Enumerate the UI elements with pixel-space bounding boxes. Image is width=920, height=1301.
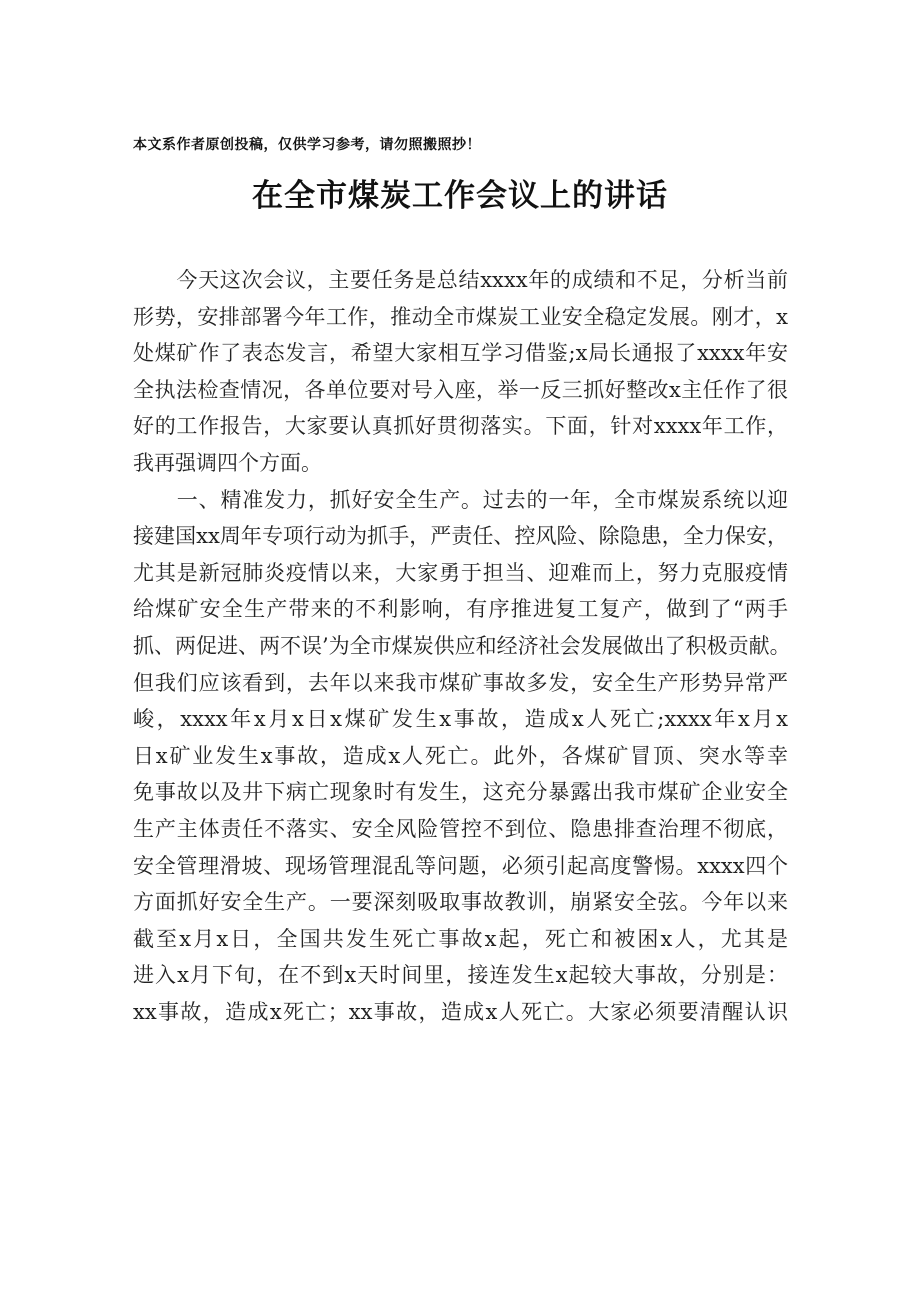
text-line: 一、精准发力，抓好安全生产。过去的一年，全市煤炭系统以迎 [133,487,788,512]
text-line: 好的工作报告，大家要认真抓好贯彻落实。下面，针对xxxx年工作， [133,414,788,439]
text-line: 生产主体责任不落实、安全风险管控不到位、隐患排查治理不彻底， [133,816,788,841]
text-line: 进入x月下旬，在不到x天时间里，接连发生x起较大事故，分别是： [133,963,788,988]
text-line: 形势，安排部署今年工作，推动全市煤炭工业安全稳定发展。刚才，x [133,304,788,329]
text-line: 安全管理滑坡、现场管理混乱等问题，必须引起高度警惕。xxxx四个 [133,853,788,878]
text-line: 方面抓好安全生产。一要深刻吸取事故教训，崩紧安全弦。今年以来 [133,890,788,915]
text-line: 全执法检查情况，各单位要对号入座，举一反三抓好整改x主任作了很 [133,377,788,402]
text-line: 抓、两促进、两不误’为全市煤炭供应和经济社会发展做出了积极贡献。 [133,633,791,658]
text-line: 今天这次会议，主要任务是总结xxxx年的成绩和不足，分析当前 [133,268,788,292]
text-line: 峻，xxxx年x月x日x煤矿发生x事故，造成x人死亡;xxxx年x月x [133,707,788,732]
text-line: 日x矿业发生x事故，造成x人死亡。此外，各煤矿冒顶、突水等幸 [133,743,788,768]
paragraph-2 [133,482,791,1031]
text-line: 处煤矿作了表态发言，希望大家相互学习借鉴;x局长通报了xxxx年安 [133,341,788,366]
document-body [133,262,791,1030]
text-line: 我再强调四个方面。 [133,450,322,475]
paragraph-1 [133,262,788,482]
text-line: 免事故以及井下病亡现象时有发生，这充分暴露出我市煤矿企业安全 [133,780,788,805]
copyright-notice: 本文系作者原创投稿，仅供学习参考，请勿照搬照抄！ [133,137,481,153]
text-line: 截至x月x日，全国共发生死亡事故x起，死亡和被困x人，尤其是 [133,926,788,951]
text-line: 但我们应该看到，去年以来我市煤矿事故多发，安全生产形势异常严 [133,670,788,695]
text-line: 尤其是新冠肺炎疫情以来，大家勇于担当、迎难而上，努力克服疫情 [133,560,788,585]
text-line: xx事故，造成x死亡；xx事故，造成x人死亡。大家必须要清醒认识 [133,999,788,1024]
document-title: 在全市煤炭工作会议上的讲话 [252,178,668,214]
text-line: 给煤矿安全生产带来的不利影响，有序推进复工复产，做到了“两手 [133,597,788,622]
text-line: 接建国xx周年专项行动为抓手，严责任、控风险、除隐患，全力保安， [133,524,788,549]
